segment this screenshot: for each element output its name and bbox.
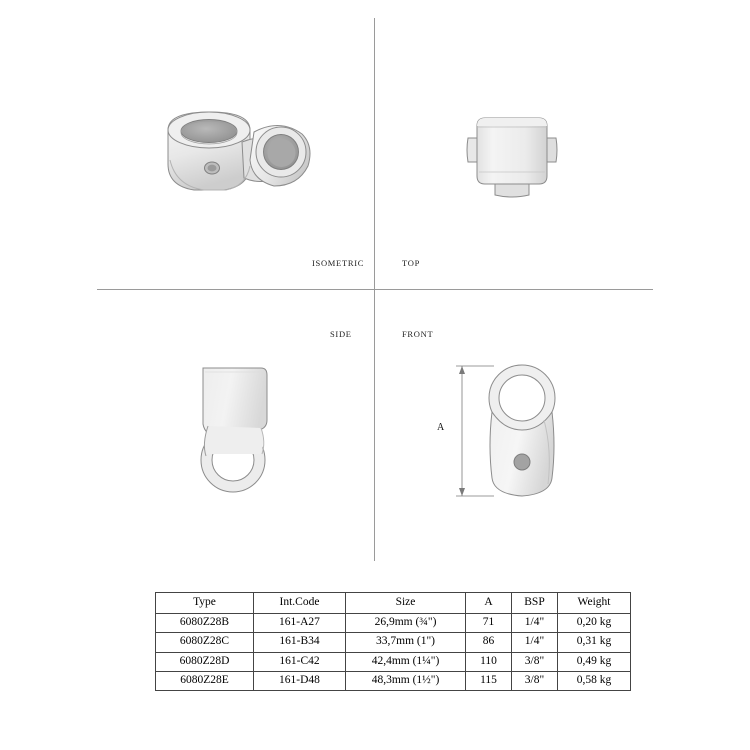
cell-a: 86 xyxy=(466,633,512,652)
table-header-bsp: BSP xyxy=(512,593,558,614)
cell-bsp: 1/4" xyxy=(512,614,558,633)
cell-bsp: 3/8" xyxy=(512,671,558,690)
table-header-row xyxy=(156,593,631,614)
table-header-type: Type xyxy=(156,593,254,614)
isometric-view-drawing xyxy=(150,90,330,230)
cell-code: 161-B34 xyxy=(254,633,346,652)
cell-weight: 0,20 kg xyxy=(558,614,631,633)
table-row xyxy=(156,652,631,671)
cell-size: 26,9mm (¾") xyxy=(346,614,466,633)
view-label-top: TOP xyxy=(402,258,421,268)
cell-type: 6080Z28C xyxy=(156,633,254,652)
table-row xyxy=(156,671,631,690)
cell-code: 161-D48 xyxy=(254,671,346,690)
cell-a: 115 xyxy=(466,671,512,690)
quadrant-divider-horizontal xyxy=(97,289,653,290)
table-header-size: Size xyxy=(346,593,466,614)
table-header-weight: Weight xyxy=(558,593,631,614)
cell-type: 6080Z28D xyxy=(156,652,254,671)
cell-bsp: 1/4" xyxy=(512,633,558,652)
view-label-front: FRONT xyxy=(402,329,434,339)
cell-weight: 0,31 kg xyxy=(558,633,631,652)
top-view-drawing xyxy=(455,100,585,220)
side-view-drawing xyxy=(175,350,325,510)
view-label-side: SIDE xyxy=(330,329,352,339)
cell-weight: 0,49 kg xyxy=(558,652,631,671)
cell-code: 161-A27 xyxy=(254,614,346,633)
cell-type: 6080Z28E xyxy=(156,671,254,690)
table-header-intcode: Int.Code xyxy=(254,593,346,614)
table-header-a: A xyxy=(466,593,512,614)
cell-type: 6080Z28B xyxy=(156,614,254,633)
cell-size: 48,3mm (1½") xyxy=(346,671,466,690)
cell-weight: 0,58 kg xyxy=(558,671,631,690)
cell-bsp: 3/8" xyxy=(512,652,558,671)
cell-code: 161-C42 xyxy=(254,652,346,671)
cell-a: 71 xyxy=(466,614,512,633)
front-view-drawing xyxy=(440,350,600,520)
cell-size: 33,7mm (1") xyxy=(346,633,466,652)
cell-size: 42,4mm (1¼") xyxy=(346,652,466,671)
cell-a: 110 xyxy=(466,652,512,671)
table-row xyxy=(156,633,631,652)
table-row xyxy=(156,614,631,633)
view-label-isometric: ISOMETRIC xyxy=(312,258,365,268)
dimension-a-label: A xyxy=(437,422,445,433)
specification-table xyxy=(155,592,631,691)
